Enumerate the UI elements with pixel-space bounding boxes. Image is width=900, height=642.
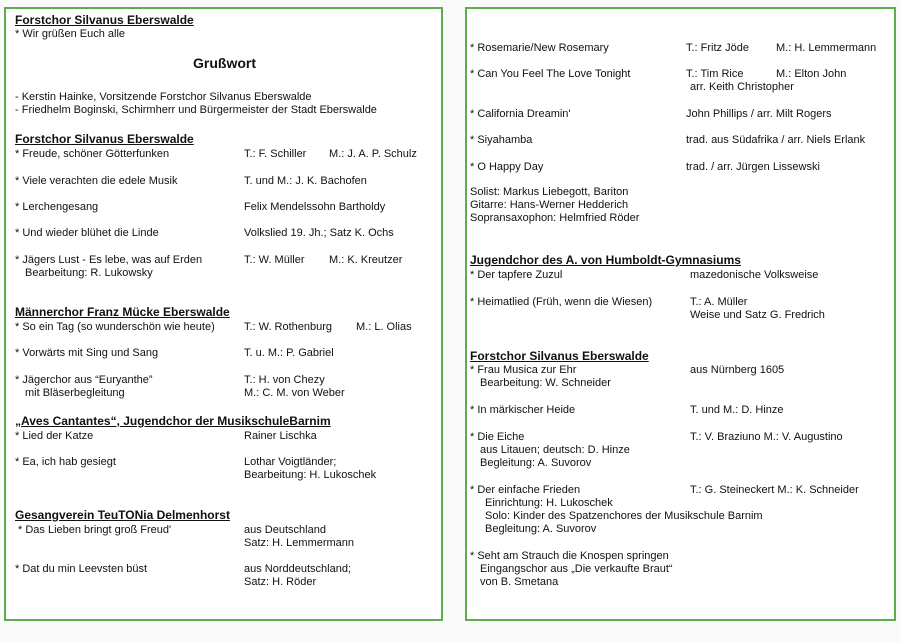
song-title: * Siyahamba	[470, 134, 533, 146]
song-credit: Bearbeitung: H. Lukoschek	[244, 469, 377, 481]
song-subline: Bearbeitung: R. Lukowsky	[25, 267, 153, 279]
song-subline: mit Bläserbegleitung	[25, 387, 125, 399]
song-credit: Felix Mendelssohn Bartholdy	[244, 201, 386, 213]
song-subline: aus Litauen; deutsch: D. Hinze	[480, 444, 630, 456]
song-subline: Begleitung: A. Suvorov	[485, 523, 597, 535]
song-credit: Satz: H. Röder	[244, 576, 317, 588]
song-credit: T.: G. Steineckert M.: K. Schneider	[690, 484, 859, 496]
song-credit: T. u. M.: P. Gabriel	[244, 347, 334, 359]
song-title: * Heimatlied (Früh, wenn die Wiesen)	[470, 296, 653, 308]
song-title: * Seht am Strauch die Knospen springen	[470, 550, 669, 562]
song-title: * Vorwärts mit Sing und Sang	[15, 347, 159, 359]
song-credit: T. und M.: D. Hinze	[690, 404, 784, 416]
greeter-line: - Friedhelm Boginski, Schirmherr und Bürgermeister der Stadt Eberswalde	[15, 104, 377, 116]
song-title: * Das Lieben bringt groß Freud'	[18, 524, 172, 536]
soloist-line: Gitarre: Hans-Werner Hedderich	[470, 199, 629, 211]
song-title: * Lerchengesang	[15, 201, 99, 213]
song-credit: T. und M.: J. K. Bachofen	[244, 175, 367, 187]
section-heading: Gesangverein TeuTONia Delmenhorst	[15, 508, 230, 522]
song-title: * California Dreamin'	[470, 108, 571, 120]
song-subline: Begleitung: A. Suvorov	[480, 457, 592, 469]
song-credit: arr. Keith Christopher	[690, 81, 794, 93]
section-heading: Forstchor Silvanus Eberswalde	[470, 349, 649, 363]
section-heading: Männerchor Franz Mücke Eberswalde	[15, 305, 230, 319]
song-title: * Jägers Lust - Es lebe, was auf Erden	[15, 254, 203, 266]
song-credit: trad. / arr. Jürgen Lissewski	[686, 161, 820, 173]
song-credit: T.: W. Rothenburg	[244, 321, 333, 333]
song-credit: Volkslied 19. Jh.; Satz K. Ochs	[244, 227, 394, 239]
song-credit: T.: Tim Rice	[686, 68, 744, 80]
song-subline: Solo: Kinder des Spatzenchores der Musikschule Barnim	[485, 510, 763, 522]
page-title: Grußwort	[193, 55, 256, 71]
song-title: * Viele verachten die edele Musik	[15, 175, 178, 187]
song-title: * In märkischer Heide	[470, 404, 576, 416]
song-credit: M.: H. Lemmermann	[776, 42, 877, 54]
song-credit: T.: V. Braziuno M.: V. Augustino	[690, 431, 843, 443]
song-title: * Frau Musica zur Ehr	[470, 364, 577, 376]
song-title: * Can You Feel The Love Tonight	[470, 68, 631, 80]
song-title: * So ein Tag (so wunderschön wie heute)	[15, 321, 215, 333]
song-title: * Jägerchor aus “Euryanthe”	[15, 374, 153, 386]
song-credit: M.: K. Kreutzer	[329, 254, 403, 266]
song-credit: M.: C. M. von Weber	[244, 387, 345, 399]
song-title: * O Happy Day	[470, 161, 544, 173]
greeter-line: - Kerstin Hainke, Vorsitzende Forstchor Silvanus Eberswalde	[15, 91, 312, 103]
soloist-line: Sopransaxophon: Helmfried Röder	[470, 212, 640, 224]
song-title: * Die Eiche	[470, 431, 525, 443]
song-title: * Der tapfere Zuzul	[470, 269, 563, 281]
song-credit: T.: Fritz Jöde	[686, 42, 749, 54]
song-credit: aus Nürnberg 1605	[690, 364, 785, 376]
song-title: * Dat du min Leevsten büst	[15, 563, 148, 575]
song-credit: M.: Elton John	[776, 68, 847, 80]
song-subline: Bearbeitung: W. Schneider	[480, 377, 611, 389]
song-title: * Lied der Katze	[15, 430, 94, 442]
section-heading: Jugendchor des A. von Humboldt-Gymnasiums	[470, 253, 741, 267]
song-credit: T.: A. Müller	[690, 296, 748, 308]
song-subline: von B. Smetana	[480, 576, 559, 588]
song-subline: Einrichtung: H. Lukoschek	[485, 497, 613, 509]
song-credit: M.: L. Olias	[356, 321, 412, 333]
song-credit: trad. aus Südafrika / arr. Niels Erlank	[686, 134, 866, 146]
song-credit: T.: W. Müller	[244, 254, 305, 266]
song-credit: John Phillips / arr. Milt Rogers	[686, 108, 832, 120]
song-title: * Der einfache Frieden	[470, 484, 581, 496]
song-credit: T.: F. Schiller	[244, 148, 307, 160]
song-credit: Lothar Voigtländer;	[244, 456, 337, 468]
song-title: * Freude, schöner Götterfunken	[15, 148, 170, 160]
section-heading: „Aves Cantantes“, Jugendchor der MusikschuleBarnim	[15, 414, 331, 428]
section-heading: Forstchor Silvanus Eberswalde	[15, 132, 194, 146]
song-credit: T.: H. von Chezy	[244, 374, 325, 386]
song-title: * Und wieder blühet die Linde	[15, 227, 159, 239]
song-credit: aus Norddeutschland;	[244, 563, 352, 575]
soloist-line: Solist: Markus Liebegott, Bariton	[470, 186, 629, 198]
song-credit: aus Deutschland	[244, 524, 326, 536]
song-title: * Rosemarie/New Rosemary	[470, 42, 609, 54]
song-credit: M.: J. A. P. Schulz	[329, 148, 417, 160]
song-credit: Rainer Lischka	[244, 430, 317, 442]
song-subline: Eingangschor aus „Die verkaufte Braut“	[480, 563, 673, 575]
song-credit: Satz: H. Lemmermann	[244, 537, 355, 549]
song-title: * Wir grüßen Euch alle	[15, 28, 126, 40]
song-credit: mazedonische Volksweise	[690, 269, 819, 281]
section-heading: Forstchor Silvanus Eberswalde	[15, 13, 194, 27]
song-credit: Weise und Satz G. Fredrich	[690, 309, 825, 321]
song-title: * Ea, ich hab gesiegt	[15, 456, 116, 468]
